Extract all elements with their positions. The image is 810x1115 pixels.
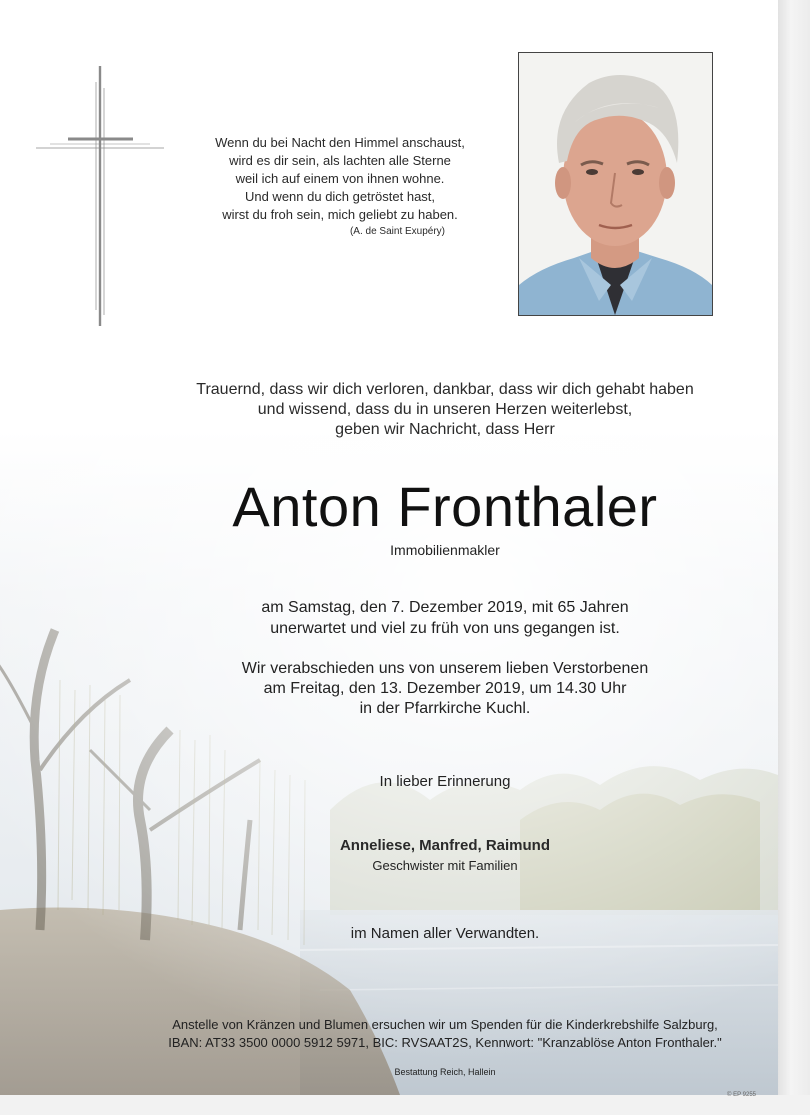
intro-line: und wissend, dass du in unseren Herzen weiterlebst, xyxy=(257,401,633,418)
poem-quote xyxy=(190,134,490,240)
death-notice xyxy=(100,597,778,639)
paper-edge xyxy=(778,0,810,1115)
relatives-line: im Namen aller Verwandten. xyxy=(350,925,540,942)
cross-icon xyxy=(30,60,170,335)
paper-bottom-edge xyxy=(0,1095,810,1115)
funeral-line: Wir verabschieden uns von unserem lieben Verstorbenen xyxy=(241,660,649,677)
funeral-line: am Freitag, den 13. Dezember 2019, um 14.30 Uhr xyxy=(263,680,627,697)
funeral-home: Bestattung Reich, Hallein xyxy=(394,1067,496,1077)
poem-line: wird es dir sein, als lachten alle Sterne xyxy=(229,153,451,168)
deceased-profession: Immobilienmakler xyxy=(390,542,500,558)
death-notice-line: unerwartet und viel zu früh von uns gegangen ist. xyxy=(270,620,620,637)
intro-line: Trauernd, dass wir dich verloren, dankbar, dass wir dich gehabt haben xyxy=(196,381,694,398)
intro-text xyxy=(100,380,778,440)
mourner-relation: Geschwister mit Familien xyxy=(372,858,518,873)
donation-line: Anstelle von Kränzen und Blumen ersuchen wir um Spenden für die Kinderkrebshilfe Salzburg, xyxy=(172,1017,718,1032)
deceased-name: Anton Fronthaler xyxy=(232,475,658,538)
funeral-line: in der Pfarrkirche Kuchl. xyxy=(359,700,531,717)
portrait-photo xyxy=(518,52,713,316)
death-notice-line: am Samstag, den 7. Dezember 2019, mit 65 Jahren xyxy=(261,599,629,616)
product-code: © EP 9255 xyxy=(727,1092,756,1098)
poem-line: weil ich auf einem von ihnen wohne. xyxy=(235,171,445,186)
donation-request xyxy=(100,1016,778,1052)
poem-line: Wenn du bei Nacht den Himmel anschaust, xyxy=(215,135,465,150)
funeral-details xyxy=(100,659,778,719)
memory-line: In lieber Erinnerung xyxy=(379,773,511,790)
mourner-names: Anneliese, Manfred, Raimund xyxy=(339,837,551,854)
donation-line: IBAN: AT33 3500 0000 5912 5971, BIC: RVSAAT2S, Kennwort: "Kranzablöse Anton Fronthaler." xyxy=(168,1035,722,1050)
intro-line: geben wir Nachricht, dass Herr xyxy=(335,421,555,438)
poem-line: wirst du froh sein, mich geliebt zu haben. xyxy=(222,207,458,222)
poem-line: Und wenn du dich getröstet hast, xyxy=(244,189,436,204)
poem-attribution: (A. de Saint Exupéry) xyxy=(349,226,446,237)
